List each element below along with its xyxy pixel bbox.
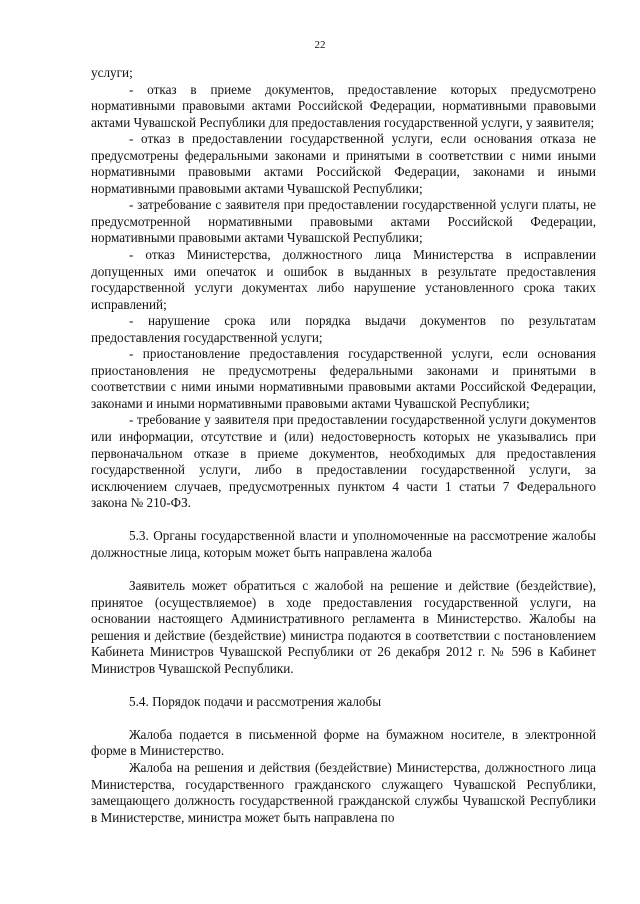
paragraph: Заявитель может обратиться с жалобой на решение и действие (бездействие), принятое (осуществляемое) в ходе предоставления государственной услуги, на основании настоящего Административного регламента в Министерство. Жалобы на решения и действие (бездействие) министра подаются в соответствии с постановлением Кабинета Министров Чувашской Республики от 26 декабря 2012 г. № 596 в Кабинет Министров Чувашской Республики. xyxy=(91,577,596,676)
paragraph-gap xyxy=(91,710,596,727)
paragraph: - нарушение срока или порядка выдачи документов по результатам предоставления государственной услуги; xyxy=(91,313,596,345)
section-heading: 5.3. Органы государственной власти и уполномоченные на рассмотрение жалобы должностные лица, которым может быть направлена жалоба xyxy=(91,528,596,560)
paragraph: Жалоба на решения и действия (бездействие) Министерства, должностного лица Министерства, государственного гражданского служащего Чувашской Республики, замещающего должность государственной гражданской службы Чувашской Республики в Министерстве, министра может быть направлена по xyxy=(91,759,596,825)
document-body xyxy=(91,65,596,826)
page-number: 22 xyxy=(314,39,326,51)
paragraph: Жалоба подается в письменной форме на бумажном носителе, в электронной форме в Министерство. xyxy=(91,726,596,759)
paragraph: - затребование с заявителя при предоставлении государственной услуги платы, не предусмотренной нормативными правовыми актами Российской Федерации, нормативными правовыми актами Чувашской Республики; xyxy=(91,197,596,246)
paragraph: - отказ в предоставлении государственной услуги, если основания отказа не предусмотрены федеральными законами и принятыми в соответствии с ними иными нормативными правовыми актами Российской Федерации, законами и иными нормативными правовыми актами Чувашской Республики; xyxy=(91,131,596,196)
paragraph-gap xyxy=(91,677,596,694)
paragraph-gap xyxy=(91,561,596,578)
section-heading: 5.4. Порядок подачи и рассмотрения жалобы xyxy=(129,693,382,709)
paragraph: - приостановление предоставления государственной услуги, если основания приостановления не предусмотрены федеральными законами и принятыми в соответствии с ними иными нормативными правовыми актами Российской Федерации, законами и иными нормативными правовыми актами Чувашской Республики; xyxy=(91,346,596,411)
paragraph: - отказ Министерства, должностного лица Министерства в исправлении допущенных ими опечаток и ошибок в выданных в результате предоставления государственной услуги документах либо нарушение установленного срока таких исправлений; xyxy=(91,247,596,312)
paragraph: - требование у заявителя при предоставлении государственной услуги документов или информации, отсутствие и (или) недостоверность которых не указывались при первоначальном отказе в приеме документов, необходимых для предоставления государственной услуги, либо в предоставлении государственной услуги, за исключением случаев, предусмотренных пунктом 4 части 1 статьи 7 Федерального закона № 210-ФЗ. xyxy=(91,412,596,511)
paragraph: услуги; xyxy=(91,65,133,80)
paragraph-gap xyxy=(91,512,596,529)
paragraph: - отказ в приеме документов, предоставление которых предусмотрено нормативными правовыми актами Российской Федерации, нормативными правовыми актами Чувашской Республики для предоставления государственной услуги, у заявителя; xyxy=(91,81,596,130)
